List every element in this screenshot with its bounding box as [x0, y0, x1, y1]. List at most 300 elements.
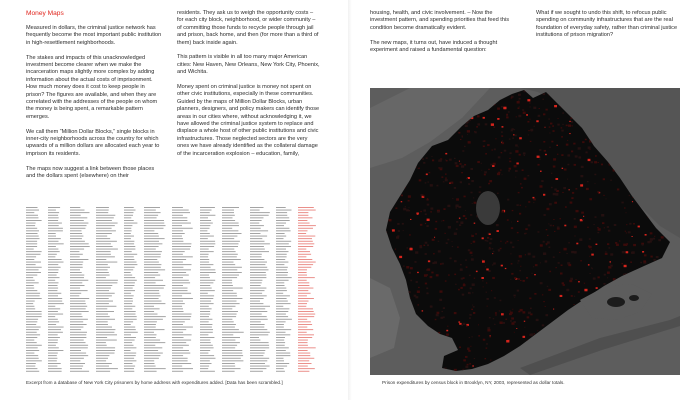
database-cell — [200, 332, 213, 333]
database-cell — [144, 272, 158, 273]
census-block — [507, 219, 509, 221]
census-block — [550, 123, 552, 125]
census-block — [593, 328, 596, 330]
database-cell — [48, 316, 55, 317]
census-block — [448, 226, 451, 229]
database-cell — [298, 290, 308, 291]
database-cell — [26, 295, 40, 296]
database-cell — [250, 295, 267, 296]
database-cell — [200, 280, 215, 281]
database-cell — [70, 368, 82, 369]
census-block — [440, 168, 442, 170]
census-block — [631, 318, 633, 319]
census-block — [554, 189, 557, 191]
database-cell — [200, 324, 212, 325]
census-block — [501, 106, 503, 108]
million-dollar-block — [589, 323, 592, 325]
census-block — [413, 157, 414, 158]
database-cell — [276, 288, 286, 289]
database-cell — [200, 301, 211, 302]
census-block — [464, 164, 466, 166]
census-block — [391, 194, 392, 195]
census-block — [607, 277, 608, 278]
census-block — [559, 326, 562, 328]
database-cell — [298, 215, 308, 216]
database-cell — [48, 215, 58, 216]
census-block — [608, 247, 610, 248]
database-cell — [26, 350, 39, 351]
census-block — [430, 184, 433, 187]
million-dollar-block — [584, 289, 587, 292]
database-cell — [250, 275, 266, 276]
database-cell — [298, 368, 315, 369]
census-block — [564, 248, 567, 251]
census-block — [492, 277, 495, 279]
database-cell — [48, 212, 59, 213]
census-block — [607, 272, 610, 274]
census-block — [643, 275, 645, 277]
million-dollar-block — [564, 225, 566, 227]
database-cell — [124, 256, 134, 257]
census-block — [581, 166, 584, 168]
census-block — [533, 256, 536, 258]
database-cell — [172, 319, 190, 320]
database-cell — [48, 246, 56, 247]
million-dollar-block — [524, 321, 525, 322]
database-cell — [276, 207, 286, 208]
census-block — [543, 253, 546, 256]
census-block — [518, 115, 521, 117]
database-cell — [298, 332, 307, 333]
database-cell — [298, 280, 307, 281]
database-cell — [70, 282, 82, 283]
column-2 — [177, 10, 320, 165]
database-cell — [48, 269, 59, 270]
census-block — [593, 339, 594, 340]
million-dollar-block — [433, 353, 436, 356]
census-block — [523, 311, 526, 313]
database-cell — [26, 228, 37, 229]
census-block — [433, 372, 435, 373]
census-block — [399, 364, 400, 365]
census-block — [422, 158, 424, 160]
database-cell — [48, 217, 59, 218]
census-block — [525, 254, 526, 255]
database-cell — [70, 345, 88, 346]
census-block — [481, 163, 482, 164]
database-cell — [298, 249, 306, 250]
census-block — [438, 241, 440, 242]
census-block — [449, 159, 452, 161]
database-cell — [172, 249, 190, 250]
census-block — [455, 124, 458, 126]
census-block — [406, 209, 409, 211]
database-cell — [276, 303, 291, 304]
census-block — [617, 356, 619, 357]
database-cell — [250, 241, 265, 242]
database-cell — [144, 233, 158, 234]
database-cell — [144, 298, 159, 299]
census-block — [427, 244, 429, 246]
census-block — [426, 157, 428, 159]
million-dollar-block — [624, 265, 627, 267]
census-block — [546, 229, 548, 230]
database-cell — [96, 368, 118, 369]
census-block — [565, 206, 567, 208]
census-block — [426, 274, 428, 276]
census-block — [462, 369, 464, 371]
database-cell — [48, 228, 63, 229]
map-caption: Prison expenditures by census block in Brooklyn, NY, 2003, represented as dollar totals. — [382, 380, 565, 385]
census-block — [515, 135, 517, 137]
census-block — [501, 135, 503, 137]
database-cell — [96, 210, 109, 211]
census-block — [456, 205, 459, 208]
database-cell — [70, 366, 83, 367]
census-block — [472, 203, 473, 204]
census-block — [663, 360, 666, 362]
database-cell — [200, 269, 215, 270]
database-cell — [172, 301, 183, 302]
census-block — [520, 183, 522, 184]
database-cell — [124, 290, 135, 291]
database-cell — [70, 207, 80, 208]
database-cell — [250, 314, 262, 315]
database-cell — [124, 353, 136, 354]
census-block — [418, 287, 420, 288]
column-3 — [370, 10, 515, 62]
census-block — [427, 204, 430, 206]
census-block — [385, 276, 388, 278]
census-block — [486, 292, 487, 293]
census-block — [483, 287, 484, 288]
database-cell — [48, 259, 62, 260]
database-cell — [70, 353, 86, 354]
database-cell — [124, 233, 131, 234]
database-cell — [70, 275, 84, 276]
census-block — [571, 125, 572, 126]
census-block — [529, 106, 530, 107]
database-cell — [222, 230, 238, 231]
database-cell — [250, 259, 264, 260]
million-dollar-block — [486, 269, 488, 271]
census-block — [506, 114, 508, 116]
database-cell — [276, 342, 285, 343]
census-block — [470, 114, 473, 116]
database-cell — [26, 269, 39, 270]
database-cell — [96, 301, 113, 302]
database-cell — [48, 220, 58, 221]
census-block — [410, 280, 412, 282]
million-dollar-block — [596, 244, 598, 245]
census-block — [391, 178, 392, 179]
database-cell — [298, 293, 311, 294]
database-cell — [276, 366, 287, 367]
database-cell — [96, 275, 110, 276]
census-block — [468, 119, 471, 121]
census-block — [639, 346, 641, 348]
database-cell — [250, 358, 269, 359]
database-cell — [124, 363, 133, 364]
census-block — [420, 224, 423, 226]
census-block — [623, 274, 625, 275]
census-block — [495, 138, 496, 139]
census-block — [438, 160, 441, 162]
database-cell — [70, 288, 80, 289]
census-block — [597, 232, 599, 233]
database-cell — [172, 215, 183, 216]
census-block — [454, 312, 457, 314]
database-cell — [26, 358, 39, 359]
database-cell — [96, 332, 114, 333]
census-block — [533, 126, 534, 127]
census-block — [659, 345, 661, 346]
database-cell — [48, 238, 61, 239]
census-block — [423, 162, 425, 164]
census-block — [553, 225, 554, 226]
database-cell — [144, 314, 158, 315]
census-block — [625, 245, 627, 247]
database-cell — [124, 267, 135, 268]
database-cell — [298, 316, 314, 317]
million-dollar-block — [428, 260, 430, 262]
database-cell — [222, 285, 233, 286]
database-cell — [298, 295, 307, 296]
database-cell — [124, 280, 137, 281]
census-block — [566, 253, 567, 254]
million-dollar-block — [569, 189, 570, 190]
census-block — [587, 363, 588, 364]
database-cell — [124, 329, 136, 330]
database-cell — [276, 272, 288, 273]
database-cell — [250, 267, 267, 268]
census-block — [582, 219, 584, 220]
database-cell — [276, 277, 292, 278]
census-block — [655, 289, 657, 291]
database-cell — [144, 301, 162, 302]
database-cell — [124, 254, 137, 255]
million-dollar-block — [526, 114, 528, 116]
database-cell — [172, 295, 182, 296]
census-block — [520, 358, 522, 359]
census-block — [506, 116, 509, 118]
census-block — [610, 365, 612, 367]
database-cell — [26, 233, 38, 234]
census-block — [640, 262, 642, 263]
census-block — [546, 243, 548, 245]
million-dollar-block — [554, 105, 557, 107]
database-cell — [298, 355, 310, 356]
database-cell — [172, 207, 183, 208]
million-dollar-block — [434, 237, 435, 238]
million-dollar-block — [506, 340, 509, 343]
database-cell — [200, 340, 210, 341]
database-cell — [124, 366, 135, 367]
census-block — [430, 211, 432, 212]
census-block — [460, 163, 462, 165]
census-block — [656, 335, 657, 336]
database-cell — [200, 256, 208, 257]
million-dollar-block — [427, 219, 430, 221]
database-cell — [222, 371, 235, 372]
database-cell — [222, 246, 238, 247]
census-block — [485, 153, 487, 154]
database-cell — [172, 350, 189, 351]
database-cell — [26, 288, 34, 289]
database-cell — [222, 238, 234, 239]
database-cell — [172, 329, 186, 330]
million-dollar-block — [497, 230, 499, 232]
database-cell — [26, 306, 34, 307]
database-cell — [276, 368, 284, 369]
database-cell — [48, 340, 58, 341]
database-cell — [222, 277, 237, 278]
census-block — [566, 125, 568, 127]
census-block — [525, 206, 526, 207]
census-block — [471, 258, 474, 260]
census-block — [472, 305, 473, 306]
million-dollar-block — [632, 236, 633, 237]
census-block — [455, 162, 458, 164]
census-block — [570, 278, 573, 280]
census-block — [549, 133, 550, 134]
database-cell — [222, 290, 233, 291]
database-cell — [200, 262, 209, 263]
census-block — [629, 277, 631, 279]
census-block — [547, 286, 548, 287]
census-block — [591, 249, 592, 250]
database-cell — [200, 290, 215, 291]
database-cell — [144, 246, 159, 247]
census-block — [567, 140, 568, 141]
database-cell — [250, 327, 264, 328]
database-cell — [250, 212, 270, 213]
database-cell — [250, 332, 270, 333]
database-cell — [298, 311, 314, 312]
database-cell — [222, 345, 237, 346]
census-block — [475, 233, 477, 234]
database-cell — [298, 275, 307, 276]
million-dollar-block — [474, 223, 476, 224]
database-cell — [124, 324, 131, 325]
census-block — [492, 248, 494, 249]
census-block — [580, 317, 583, 319]
census-block — [435, 319, 437, 320]
database-cell — [124, 262, 137, 263]
million-dollar-block — [591, 254, 594, 256]
census-block — [665, 231, 667, 232]
census-block — [547, 235, 549, 236]
census-block — [409, 234, 411, 235]
census-block — [533, 202, 534, 203]
census-block — [533, 107, 536, 109]
census-block — [462, 294, 465, 296]
census-block — [406, 359, 408, 360]
database-cell — [298, 220, 307, 221]
database-cell — [200, 308, 212, 309]
database-cell — [222, 308, 232, 309]
census-block — [452, 241, 453, 242]
census-block — [610, 265, 613, 267]
census-block — [528, 253, 531, 256]
census-block — [417, 291, 420, 294]
database-cell — [250, 347, 269, 348]
census-block — [530, 129, 533, 131]
census-block — [432, 239, 435, 241]
database-cell — [70, 233, 82, 234]
database-cell — [96, 293, 115, 294]
database-cell — [144, 288, 164, 289]
census-block — [523, 112, 526, 114]
database-cell — [298, 337, 312, 338]
census-block — [408, 291, 411, 293]
census-block — [622, 358, 623, 359]
census-block — [494, 149, 496, 151]
database-cell — [48, 308, 60, 309]
database-cell — [276, 249, 286, 250]
database-cell — [124, 368, 134, 369]
million-dollar-block — [638, 226, 640, 228]
database-cell — [172, 262, 183, 263]
census-block — [529, 103, 530, 104]
census-block — [595, 183, 596, 184]
census-block — [520, 266, 521, 267]
census-block — [561, 136, 563, 138]
census-block — [511, 130, 513, 132]
database-cell — [172, 311, 184, 312]
database-cell — [250, 236, 267, 237]
census-block — [528, 134, 529, 135]
database-cell — [124, 303, 132, 304]
database-cell — [144, 282, 156, 283]
census-block — [515, 150, 518, 153]
census-block — [540, 262, 541, 263]
census-block — [437, 185, 439, 187]
database-cell — [70, 316, 83, 317]
census-block — [509, 139, 511, 140]
database-cell — [172, 230, 183, 231]
database-cell — [26, 298, 42, 299]
census-block — [548, 118, 550, 119]
census-block — [504, 362, 507, 364]
database-cell — [144, 277, 155, 278]
census-block — [511, 322, 514, 325]
database-cell — [200, 246, 214, 247]
census-block — [423, 195, 425, 197]
census-block — [493, 318, 495, 319]
census-block — [462, 136, 463, 137]
database-cell — [26, 345, 42, 346]
census-block — [598, 228, 601, 231]
census-block — [474, 278, 476, 279]
database-cell — [124, 306, 135, 307]
database-cell — [222, 319, 232, 320]
database-cell — [276, 220, 290, 221]
census-block — [551, 187, 553, 188]
database-cell — [48, 321, 59, 322]
census-block — [459, 123, 462, 125]
census-block — [574, 164, 576, 166]
census-block — [511, 317, 514, 319]
census-block — [427, 334, 429, 336]
database-cell — [276, 269, 287, 270]
census-block — [650, 232, 653, 234]
database-cell — [96, 324, 108, 325]
census-block — [498, 156, 501, 158]
census-block — [460, 269, 463, 271]
database-cell — [70, 277, 84, 278]
database-cell — [172, 358, 188, 359]
